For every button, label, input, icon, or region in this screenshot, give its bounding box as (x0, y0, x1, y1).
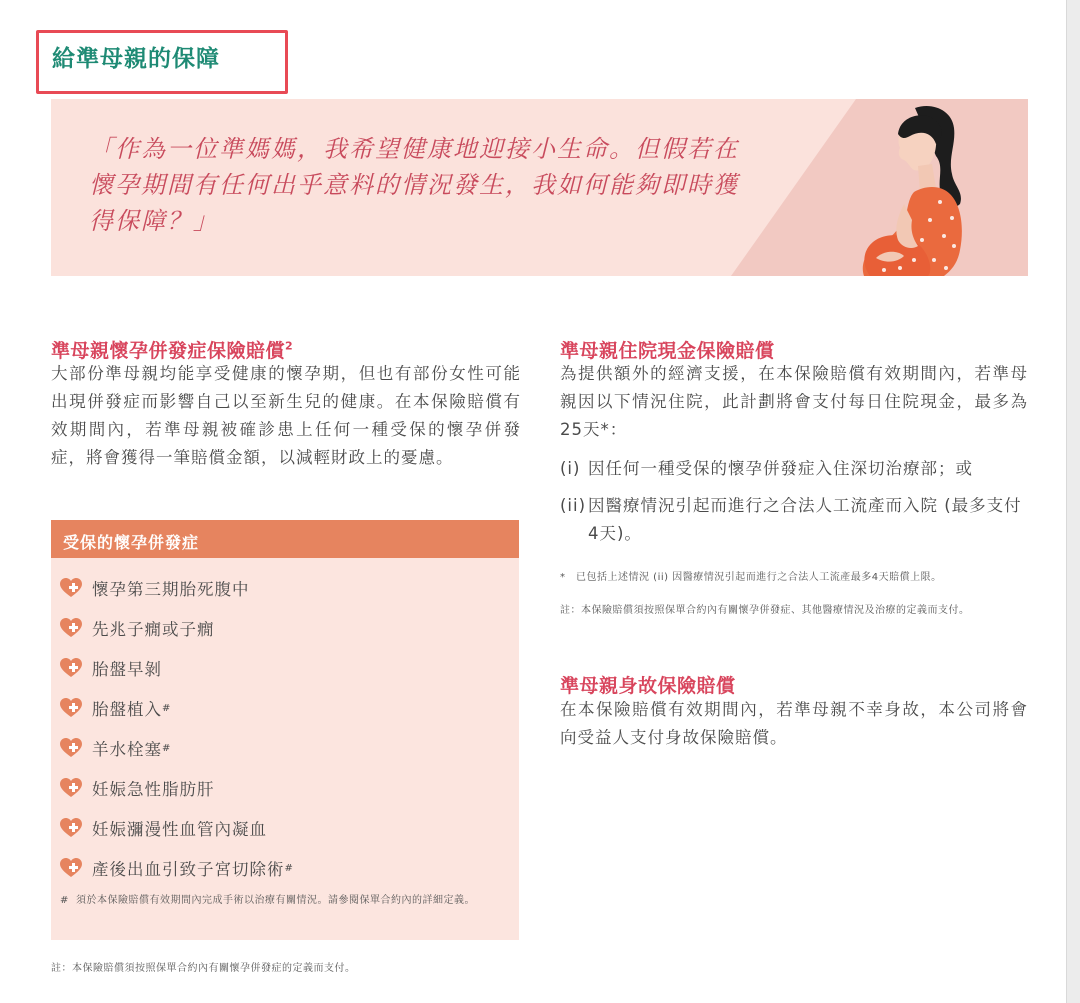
condition-label: 羊水栓塞 (92, 740, 162, 759)
footnote-ref-2: 2 (285, 339, 294, 353)
complication-benefit-body: 大部份準母親均能享受健康的懷孕期，但也有部份女性可能出現併發症而影響自己以至新生兒的健康。在本保險賠償有效期間內，若準母親被確診患上任何一種受保的懷孕併發症，將會獲得一筆賠償金額，以減輕財政上的憂慮。 (51, 364, 521, 467)
star-footnote-mark: * (560, 572, 566, 583)
complication-note: 註：本保險賠償須按照保單合約內有關懷孕併發症的定義而支付。 (51, 963, 356, 974)
list-item (60, 688, 510, 728)
condition-label: 妊娠瀰漫性血管內凝血 (92, 820, 267, 839)
quote-text: 「作為一位準媽媽，我希望健康地迎接小生命。但假若在懷孕期間有任何出乎意料的情況發生，我如何能夠即時獲得保障？」 (89, 135, 739, 235)
heart-plus-icon (60, 778, 82, 798)
list-item (60, 608, 510, 648)
condition-mark: # (284, 862, 294, 874)
hospital-cash-note: 註：本保險賠償須按照保單合約內有關懷孕併發症、其他醫療情況及治療的定義而支付。 (560, 605, 970, 616)
hospital-item-1 (560, 455, 1028, 483)
hospital-item-2 (560, 492, 1028, 548)
hash-footnote (60, 892, 512, 909)
heart-plus-icon (60, 818, 82, 838)
heart-plus-icon (60, 618, 82, 638)
hospital-item-2-marker: (ii) (560, 496, 587, 515)
hospital-cash-title: 準母親住院現金保險賠償 (560, 340, 775, 362)
condition-mark: # (162, 702, 172, 714)
star-footnote-text: 已包括上述情況 (ii) 因醫療情況引起而進行之合法人工流產最多4天賠償上限。 (576, 572, 942, 583)
death-benefit-body: 在本保險賠償有效期間內，若準母親不幸身故，本公司將會向受益人支付身故保險賠償。 (560, 700, 1028, 747)
hash-footnote-mark: # (60, 895, 69, 906)
heart-plus-icon (60, 578, 82, 598)
condition-mark: # (162, 742, 172, 754)
hospital-cash-body: 為提供額外的經濟支援，在本保險賠償有效期間內，若準母親因以下情況住院，此計劃將會支付每日住院現金，最多為25天*： (560, 364, 1028, 439)
pregnant-woman-illustration (840, 100, 980, 276)
list-item (60, 728, 510, 768)
list-item (60, 648, 510, 688)
hash-footnote-text: 須於本保險賠償有效期間內完成手術以治療有關情況。請參閱保單合約內的詳細定義。 (76, 895, 475, 906)
page-edge-scrollbar (1066, 0, 1080, 1003)
list-item (60, 768, 510, 808)
condition-label: 妊娠急性脂肪肝 (92, 780, 215, 799)
condition-label: 胎盤植入 (92, 700, 162, 719)
condition-label: 先兆子癇或子癇 (92, 620, 215, 639)
death-benefit-title: 準母親身故保險賠償 (560, 675, 736, 697)
covered-complications-header: 受保的懷孕併發症 (51, 520, 519, 558)
heart-plus-icon (60, 658, 82, 678)
page-title: 給準母親的保障 (52, 46, 220, 72)
hospital-item-2-text: 因醫療情況引起而進行之合法人工流產而入院 (最多支付4天)。 (588, 496, 1022, 543)
complication-benefit-title (51, 336, 293, 363)
hospital-item-1-marker: (i) (560, 459, 581, 478)
heart-plus-icon (60, 738, 82, 758)
condition-label: 懷孕第三期胎死腹中 (92, 580, 250, 599)
complication-benefit-title-text: 準母親懷孕併發症保險賠償 (51, 340, 286, 362)
star-footnote (560, 569, 1028, 586)
covered-complications-list (60, 568, 510, 888)
condition-label: 胎盤早剝 (92, 660, 162, 679)
condition-label: 產後出血引致子宮切除術 (92, 860, 285, 879)
list-item (60, 568, 510, 608)
list-item (60, 848, 510, 888)
heart-plus-icon (60, 698, 82, 718)
hospital-item-1-text: 因任何一種受保的懷孕併發症入住深切治療部；或 (588, 459, 973, 478)
list-item (60, 808, 510, 848)
heart-plus-icon (60, 858, 82, 878)
